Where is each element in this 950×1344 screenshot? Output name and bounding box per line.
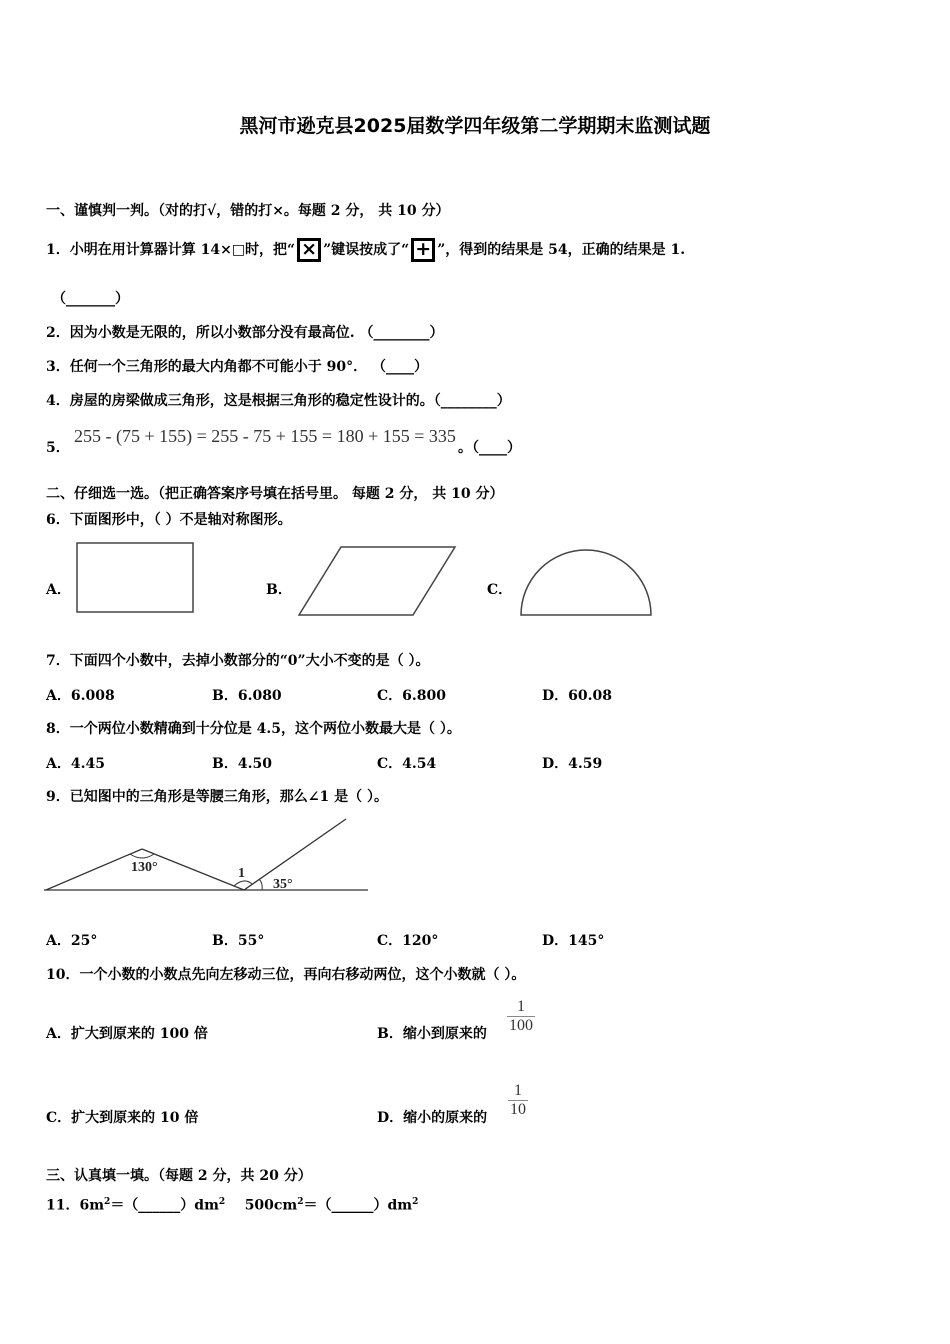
q7-option-b: B．6.080: [212, 688, 282, 704]
fraction-denominator: 100: [509, 1017, 533, 1034]
section-1-heading: 一、谨慎判一判。（对的打√，错的打×。每题 2 分， 共 10 分）: [46, 203, 450, 219]
question-4: 4．房屋的房梁做成三角形，这是根据三角形的稳定性设计的。（________）: [46, 393, 511, 409]
q11-part3: 500cm: [244, 1197, 298, 1214]
q11-part1: 11．6m: [46, 1197, 105, 1214]
question-2: 2．因为小数是无限的，所以小数部分没有最高位. （________）: [46, 325, 444, 341]
q10-option-b-fraction: [507, 998, 535, 1035]
q6-option-c: C．: [487, 582, 513, 598]
question-1: [46, 236, 685, 264]
question-9: 9．已知图中的三角形是等腰三角形，那么∠1 是（ ）。: [46, 789, 388, 805]
semicircle-figure: [518, 547, 656, 619]
fraction-numerator: 1: [507, 998, 535, 1017]
q10-option-c: C．扩大到原来的 10 倍: [46, 1110, 199, 1126]
question-11: [46, 1192, 418, 1216]
rectangle-figure: [74, 540, 196, 616]
q11-sup-2: 2: [218, 1197, 226, 1207]
q7-option-a: A．6.008: [46, 688, 115, 704]
q6-option-a: A．: [46, 582, 71, 598]
question-6: 6．下面图形中，（ ）不是轴对称图形。: [46, 512, 292, 528]
q9-option-d: D．145°: [542, 933, 605, 949]
q9-option-c: C．120°: [377, 933, 439, 949]
angle-label-35: 35°: [273, 877, 293, 892]
q9-option-a: A．25°: [46, 933, 98, 949]
q11-part2: ＝（______）dm: [110, 1197, 219, 1214]
q11-sup-1: 2: [104, 1197, 111, 1207]
q10-option-d-fraction: [508, 1082, 528, 1119]
q11-sup-4: 2: [412, 1197, 419, 1207]
q11-part4: ＝（______）dm: [303, 1197, 413, 1214]
fraction-denominator: 10: [510, 1101, 526, 1118]
q8-option-a: A．4.45: [46, 756, 105, 772]
multiply-key-icon: ×: [297, 238, 321, 262]
q7-option-d: D．60.08: [542, 688, 612, 704]
q1-text-part3: ”，得到的结果是 54，正确的结果是 1.: [437, 242, 686, 258]
q1-text-part1: 1．小明在用计算器计算 14×□时，把“: [46, 242, 296, 258]
q8-option-d: D．4.59: [542, 756, 603, 772]
page-title: 黑河市逊克县2025届数学四年级第二学期期末监测试题: [239, 115, 711, 137]
q10-option-d: D．缩小的原来的: [377, 1110, 488, 1126]
question-3: 3．任何一个三角形的最大内角都不可能小于 90°． （____）: [46, 359, 428, 375]
fraction-numerator: 1: [508, 1082, 528, 1101]
q11-sup-3: 2: [297, 1197, 304, 1207]
question-8: 8．一个两位小数精确到十分位是 4.5，这个两位小数最大是（ ）。: [46, 721, 461, 737]
q6-option-b: B．: [266, 582, 292, 598]
angle-label-1: 1: [238, 866, 245, 881]
plus-key-icon: +: [411, 238, 435, 262]
question-5-blank: 。（____）: [458, 440, 521, 456]
q8-option-c: C．4.54: [377, 756, 437, 772]
q7-option-c: C．6.800: [377, 688, 446, 704]
question-10: 10．一个小数的小数点先向左移动三位，再向右移动两位，这个小数就（ ）。: [46, 967, 526, 983]
q8-option-b: B．4.50: [212, 756, 272, 772]
q10-option-a: A．扩大到原来的 100 倍: [46, 1026, 208, 1042]
question-7: 7．下面四个小数中，去掉小数部分的“0”大小不变的是（ ）。: [46, 653, 430, 669]
q9-option-b: B．55°: [212, 933, 265, 949]
angle-label-130: 130°: [131, 860, 158, 875]
parallelogram-figure: [295, 544, 459, 618]
triangle-angle-figure: [44, 815, 370, 897]
question-5-label: 5．: [46, 440, 70, 456]
section-3-heading: 三、认真填一填。（每题 2 分，共 20 分）: [46, 1168, 312, 1184]
question-5-expression: 255 - (75 + 155) = 255 - 75 + 155 = 180 + 155 = 335: [74, 426, 456, 446]
q1-answer-blank: （_______）: [52, 291, 129, 307]
q1-text-part2: ”键误按成了“: [323, 242, 410, 258]
q10-option-b: B．缩小到原来的: [377, 1026, 487, 1042]
section-2-heading: 二、仔细选一选。（把正确答案序号填在括号里。 每题 2 分， 共 10 分）: [46, 486, 504, 502]
